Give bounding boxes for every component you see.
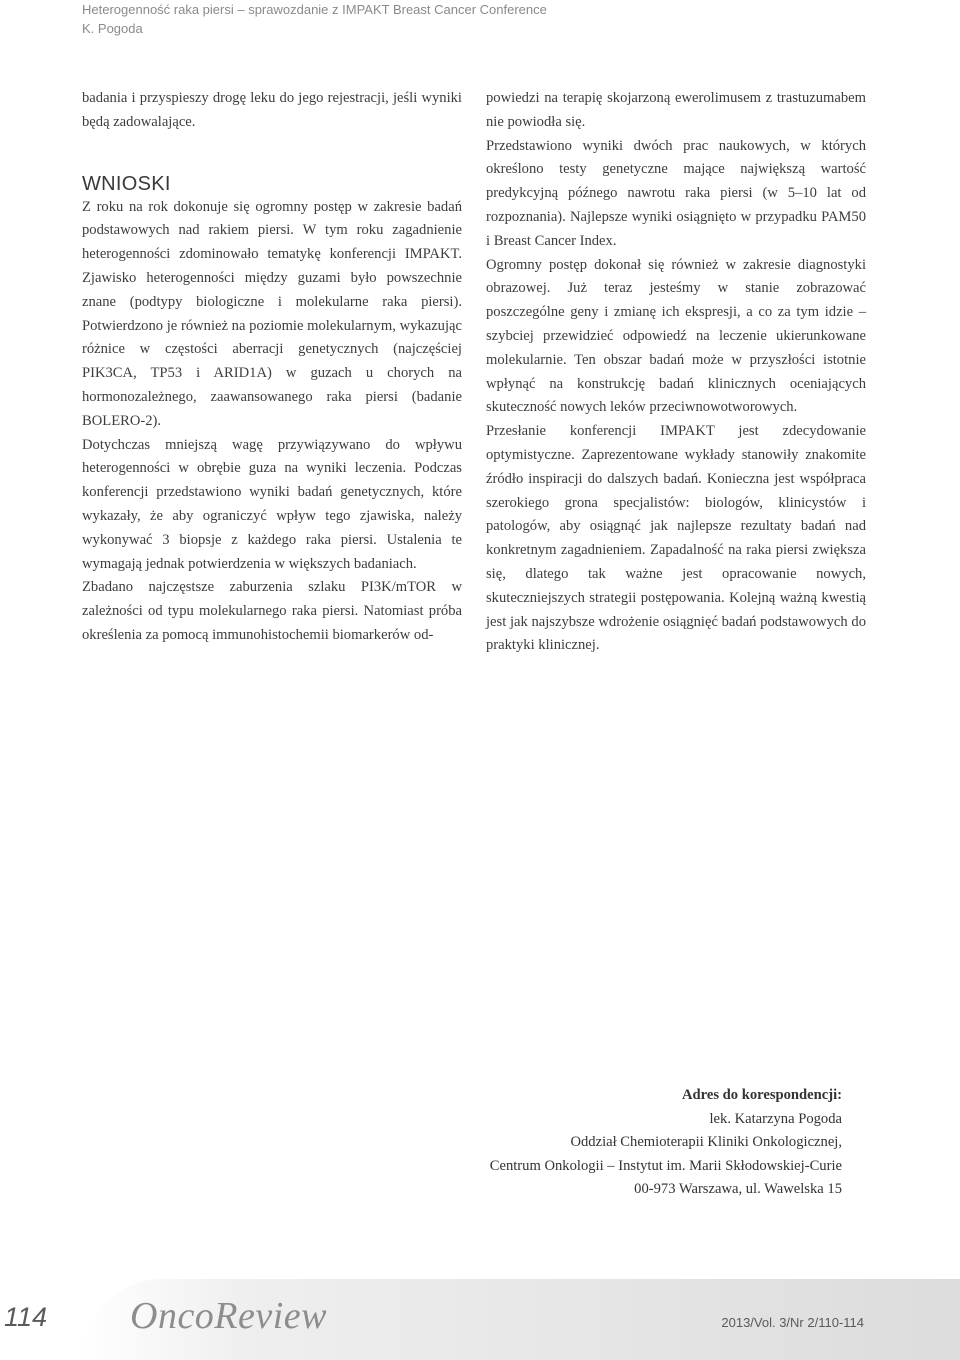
correspondence-address	[490, 1084, 842, 1202]
section-heading-wnioski: WNIOSKI	[82, 172, 171, 195]
address-institute: Centrum Onkologii – Instytut im. Marii Skłodowskiej-Curie	[489, 1157, 842, 1174]
right-paragraph-2: Przedstawiono wyniki dwóch prac naukowych, w których określono testy genetyczne mające największą wartość predykcyjną późnego nawrotu raka piersi (w 5–10 lat od rozpoznania). Najlepsze wyniki osiągnięto w przypadku PAM50 i Breast Cancer Index.	[486, 137, 866, 249]
running-header	[82, 0, 547, 38]
journal-logo: OncoReview	[130, 1295, 328, 1337]
conclusions-paragraph-1: Z roku na rok dokonuje się ogromny postęp w zakresie badań podstawowych nad rakiem piersi. W tym roku zagadnienie heterogenności zdominowało tematykę konferencji IMPAKT. Zjawisko heterogenności między guzami było powszechnie znane (podtypy biologiczne i molekularne raka piersi). Potwierdzono je również na poziomie molekularnym, wykazując różnice w częstości aberracji genetycznych (najczęściej PIK3CA, TP53 i ARID1A) w guzach u chorych na hormonozależnego, zaawansowanego raka piersi (badanie BOLERO-2).	[82, 198, 462, 429]
running-header-author: K. Pogoda	[82, 21, 143, 36]
right-paragraph-1: powiedzi na terapię skojarzoną ewerolimusem z trastuzumabem nie powiodła się.	[486, 90, 866, 130]
issue-reference: 2013/Vol. 3/Nr 2/110-114	[721, 1315, 864, 1330]
right-column	[486, 87, 866, 658]
address-street: 00-973 Warszawa, ul. Wawelska 15	[634, 1181, 842, 1198]
page-number: 114	[4, 1302, 48, 1332]
right-paragraph-3: Ogromny postęp dokonał się również w zakresie diagnostyki obrazowej. Już teraz jesteśmy w stanie zobrazować poszczególne geny i zmianę ich ekspresji, a co za tym idzie – szybciej przewidzieć odpowiedź na leczenie ukierunkowane molekularnie. Ten obszar badań może w przyszłości istotnie wpłynąć na konstrukcję badań klinicznych oceniających skuteczność nowych leków przeciwnowotworowych.	[486, 256, 866, 416]
conclusions-paragraph-3: Zbadano najczęstsze zaburzenia szlaku PI3K/mTOR w zależności od typu molekularnego raka piersi. Natomiast próba określenia za pomocą immunohistochemii biomarkerów od-	[82, 579, 462, 643]
address-department: Oddział Chemioterapii Kliniki Onkologicznej,	[570, 1134, 842, 1151]
left-column	[82, 87, 462, 648]
address-heading: Adres do korespondencji:	[681, 1087, 842, 1103]
conclusions-paragraph-2: Dotychczas mniejszą wagę przywiązywano do wpływu heterogenności w obrębie guza na wyniki leczenia. Podczas konferencji przedstawiono wyniki badań genetycznych, które wykazały, że aby ograniczyć wpływ tego zjawiska, należy wykonywać 3 biopsje z każdego raka piersi. Ustalenia te wymagają jednak potwierdzenia w większych badaniach.	[82, 436, 462, 572]
address-name: lek. Katarzyna Pogoda	[709, 1110, 842, 1127]
running-header-title: Heterogenność raka piersi – sprawozdanie z IMPAKT Breast Cancer Conference	[82, 2, 547, 17]
intro-paragraph: badania i przyspieszy drogę leku do jego rejestracji, jeśli wyniki będą zadowalające.	[82, 90, 462, 130]
right-paragraph-4: Przesłanie konferencji IMPAKT jest zdecydowanie optymistyczne. Zaprezentowane wykłady stanowiły znakomite źródło inspiracji do dalszych badań. Konieczna jest współpraca szerokiego grona specjalistów: biologów, klinicystów i patologów, aby osiągnąć jak najlepsze rezultaty badań nad konkretnym zagadnieniem. Zapadalność na raka piersi zwiększa się, dlatego tak ważne jest opracowanie nowych, skuteczniejszych strategii postępowania. Kolejną ważną kwestią jest jak najszybsze wdrożenie osiągnięć badań podstawowych do praktyki klinicznej.	[486, 423, 866, 654]
